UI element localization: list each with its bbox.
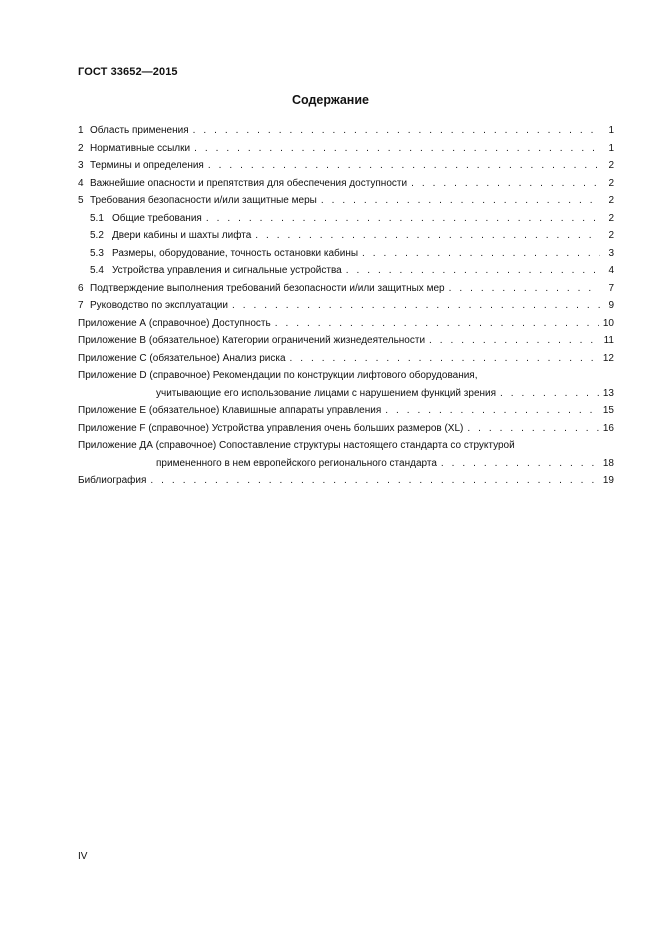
toc-appendix-a[interactable] [78, 315, 614, 333]
toc-entry-2[interactable] [78, 140, 614, 158]
leader-dots [206, 210, 600, 228]
leader-dots [449, 280, 600, 298]
toc-entry-title-continued: учитывающие его использование лицами с нарушением функций зрения [156, 387, 497, 399]
toc-entry-title: Общие требования [112, 212, 202, 224]
table-of-contents [78, 122, 614, 490]
toc-entry-title: Двери кабины и шахты лифта [112, 230, 252, 241]
toc-entry-title: Приложение F (справочное) Устройства управления очень больших размеров (XL) [78, 422, 464, 434]
toc-appendix-c[interactable] [78, 350, 614, 368]
toc-entry-title: Приложение С (обязательное) Анализ риска [78, 352, 286, 364]
leader-dots [346, 262, 600, 280]
toc-entry-1[interactable] [78, 122, 614, 140]
toc-entry-5-2[interactable] [78, 227, 614, 245]
toc-entry-number: 4 [78, 177, 84, 189]
document-code: ГОСТ 33652—2015 [78, 66, 178, 78]
leader-dots [232, 297, 600, 315]
leader-dots [429, 332, 600, 350]
toc-entry-3[interactable] [78, 157, 614, 175]
toc-entry-number: 2 [78, 142, 84, 154]
leader-dots [321, 192, 600, 210]
leader-dots [255, 227, 600, 245]
toc-entry-number: 6 [78, 282, 84, 294]
toc-entry-title: Нормативные ссылки [90, 142, 191, 154]
toc-entry-number: 5.1 [90, 212, 104, 224]
toc-entry-title: Подтверждение выполнения требований безопасности и/или защитных мер [90, 282, 445, 294]
toc-entry-page: 18 [602, 457, 614, 469]
toc-entry-page: 1 [608, 142, 614, 154]
toc-bibliography[interactable] [78, 472, 614, 490]
toc-entry-5-4[interactable] [78, 262, 614, 280]
toc-entry-title: Библиография [78, 475, 147, 486]
toc-entry-page: 2 [608, 230, 614, 241]
toc-entry-number: 5.2 [90, 230, 104, 241]
toc-title: Содержание [291, 93, 369, 107]
toc-entry-title: Размеры, оборудование, точность остановки кабины [112, 247, 359, 259]
leader-dots [411, 175, 600, 193]
toc-entry-page: 10 [602, 317, 614, 329]
toc-entry-4[interactable] [78, 175, 614, 193]
leader-dots [385, 402, 599, 420]
toc-entry-page: 1 [608, 125, 614, 136]
toc-entry-5-1[interactable] [78, 210, 614, 228]
toc-entry-7[interactable] [78, 297, 614, 315]
leader-dots [467, 420, 599, 438]
page-number: IV [78, 851, 88, 862]
toc-entry-number: 5.4 [90, 265, 104, 276]
toc-appendix-da-line1[interactable]: Приложение ДА (справочное) Сопоставление структуры настоящего стандарта со структурой [78, 440, 515, 451]
toc-entry-page: 13 [602, 387, 614, 399]
toc-entry-title: Приложение В (обязательное) Категории ограничений жизнедеятельности [78, 335, 426, 346]
toc-entry-title: Приложение Е (обязательное) Клавишные аппараты управления [78, 405, 382, 416]
toc-entry-page: 7 [608, 282, 614, 294]
toc-entry-page: 2 [608, 212, 614, 224]
toc-entry-title-continued: примененного в нем европейского регионального стандарта [156, 457, 437, 469]
toc-entry-page: 4 [608, 265, 614, 276]
toc-entry-number: 3 [78, 160, 84, 171]
toc-entry-page: 11 [603, 335, 614, 346]
toc-entry-title: Требования безопасности и/или защитные меры [90, 195, 317, 206]
toc-entry-6[interactable] [78, 280, 614, 298]
toc-entry-page: 2 [608, 177, 614, 189]
leader-dots [290, 350, 599, 368]
leader-dots [194, 140, 600, 158]
toc-entry-title: Приложение А (справочное) Доступность [78, 317, 271, 329]
toc-appendix-d[interactable] [78, 385, 614, 403]
toc-entry-5-3[interactable] [78, 245, 614, 263]
toc-entry-page: 12 [602, 352, 614, 364]
toc-entry-5[interactable] [78, 192, 614, 210]
leader-dots [441, 455, 599, 473]
leader-dots [193, 122, 600, 140]
toc-appendix-da[interactable] [78, 455, 614, 473]
leader-dots [500, 385, 599, 403]
toc-entry-title: Область применения [90, 125, 189, 136]
toc-appendix-d-line1[interactable]: Приложение D (справочное) Рекомендации по конструкции лифтового оборудования, [78, 370, 478, 381]
leader-dots [208, 157, 600, 175]
leader-dots [362, 245, 600, 263]
toc-entry-page: 3 [608, 247, 614, 259]
toc-appendix-e[interactable] [78, 402, 614, 420]
toc-entry-title: Устройства управления и сигнальные устройства [112, 265, 342, 276]
toc-entry-number: 5.3 [90, 247, 104, 259]
toc-entry-page: 16 [602, 422, 614, 434]
toc-entry-title: Важнейшие опасности и препятствия для обеспечения доступности [90, 177, 408, 189]
toc-entry-page: 15 [602, 405, 614, 416]
toc-appendix-f[interactable] [78, 420, 614, 438]
toc-entry-page: 2 [608, 195, 614, 206]
toc-entry-page: 9 [608, 300, 614, 311]
toc-entry-title: Руководство по эксплуатации [90, 300, 228, 311]
toc-entry-page: 19 [602, 475, 614, 486]
toc-appendix-b[interactable] [78, 332, 614, 350]
leader-dots [150, 472, 598, 490]
toc-entry-number: 1 [78, 125, 84, 136]
toc-entry-page: 2 [608, 160, 614, 171]
leader-dots [275, 315, 599, 333]
toc-entry-title: Термины и определения [90, 160, 204, 171]
toc-entry-number: 5 [78, 195, 84, 206]
toc-entry-number: 7 [78, 300, 84, 311]
